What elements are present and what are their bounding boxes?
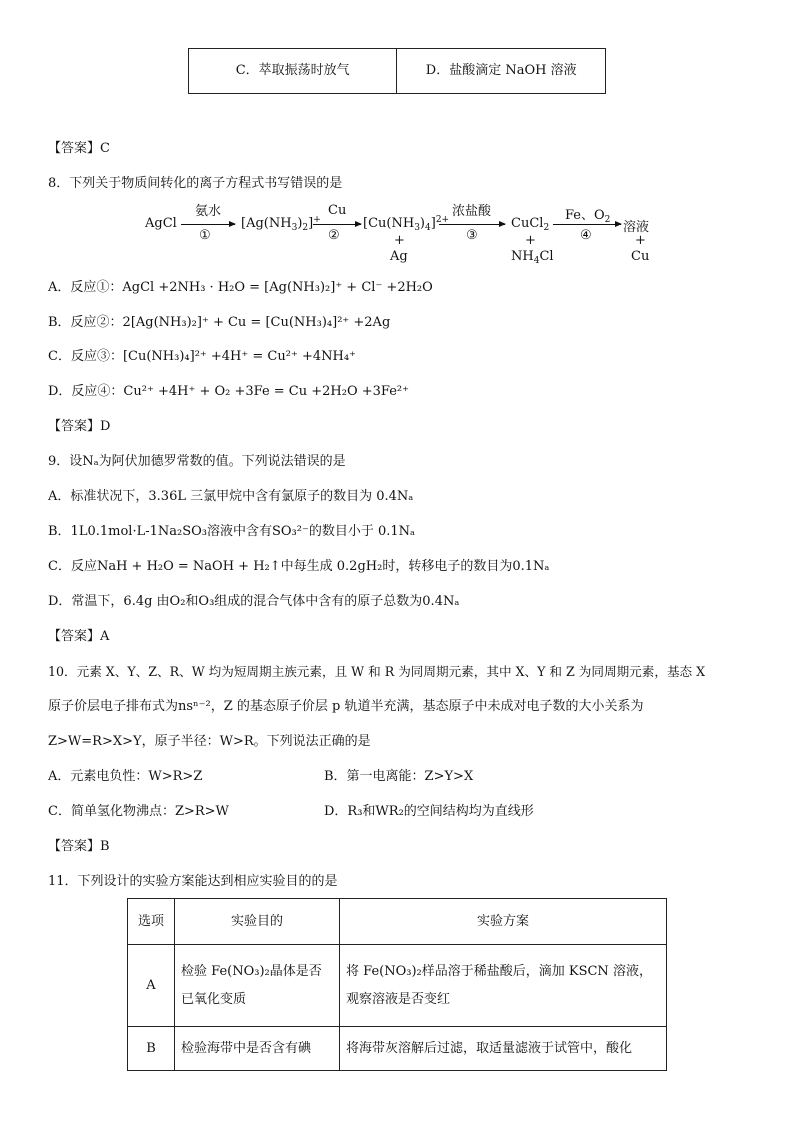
row-a-plan: 将 Fe(NO₃)₂样品溶于稀盐酸后，滴加 KSCN 溶液， 观察溶液是否变红 xyxy=(340,945,667,1027)
chain-arrow-1 xyxy=(181,224,235,225)
chain-agcl: AgCl xyxy=(145,216,177,231)
chain-arrow-3 xyxy=(439,224,505,225)
header-goal: 实验目的 xyxy=(175,899,340,945)
chain-ag-complex: $[Ag(NH_3)_2]^+$ xyxy=(241,215,321,233)
q8-stem: 8．下列关于物质间转化的离子方程式书写错误的是 xyxy=(48,176,343,191)
row-b-plan: 将海带灰溶解后过滤，取适量滤液于试管中，酸化 xyxy=(340,1027,667,1071)
option-d-cell xyxy=(397,49,606,94)
chain-nh4cl: $NH_4Cl$ xyxy=(511,249,554,266)
q9-answer-line xyxy=(48,628,109,646)
chain-step-4: ④ xyxy=(580,228,592,243)
chain-step-1: ① xyxy=(199,228,211,243)
q8-option-c: C．反应③：[Cu(NH₃)₄]²⁺ +4H⁺ = Cu²⁺ +4NH₄⁺ xyxy=(48,349,356,364)
q8-answer: D xyxy=(100,419,111,434)
q10-stem-line-2: 原子价层电子排布式为nsⁿ⁻²，Z 的基态原子价层 p 轨道半充满，基态原子中未成对电子数的大小关系为 xyxy=(48,699,644,714)
chain-reagent-4: Fe、$O_2$ xyxy=(565,208,611,225)
q8-reaction-chain xyxy=(145,200,665,270)
chain-arrow-4 xyxy=(553,224,621,225)
q9-answer: A xyxy=(100,629,110,644)
q10-option-b: B．第一电离能：Z>Y>X xyxy=(324,769,474,784)
q9-option-b: B．1L0.1mol·L-1Na₂SO₃溶液中含有SO₃²⁻的数目小于 0.1Nₐ xyxy=(48,524,416,539)
q9-option-a: A．标准状况下，3.36L 三氯甲烷中含有氯原子的数目为 0.4Nₐ xyxy=(48,489,414,504)
option-c-cell xyxy=(189,49,397,94)
q10-answer: B xyxy=(100,839,110,854)
chain-step-2: ② xyxy=(328,228,340,243)
chain-ag: Ag xyxy=(390,249,408,264)
q11-table xyxy=(127,898,667,1071)
chain-cu: Cu xyxy=(631,249,650,264)
q8-answer-line xyxy=(48,418,110,436)
chain-arrow-2 xyxy=(313,224,361,225)
chain-plus-3: + xyxy=(635,233,646,248)
q9-option-d: D．常温下，6.4g 由O₂和O₃组成的混合气体中含有的原子总数为0.4Nₐ xyxy=(48,594,460,609)
chain-reagent-2: Cu xyxy=(328,203,347,218)
option-d-text: D．盐酸滴定 NaOH 溶液 xyxy=(425,63,577,78)
row-b-goal: 检验海带中是否含有碘 xyxy=(175,1027,340,1071)
q10-option-d: D．R₃和WR₂的空间结构均为直线形 xyxy=(324,804,534,819)
q10-stem-line-1: 10．元素 X、Y、Z、R、W 均为短周期主族元素，且 W 和 R 为同周期元素，其中 X、Y 和 Z 为同周期元素，基态 X xyxy=(48,664,706,679)
row-a-goal: 检验 Fe(NO₃)₂晶体是否 已氧化变质 xyxy=(175,945,340,1027)
chain-solution: 溶液 xyxy=(623,220,650,235)
q10-option-a: A．元素电负性：W>R>Z xyxy=(48,769,203,784)
q8-option-b: B．反应②：2[Ag(NH₃)₂]⁺ + Cu = [Cu(NH₃)₄]²⁺ +2Ag xyxy=(48,315,391,330)
chain-cu-complex: $[Cu(NH_3)_4]^{2+}$ xyxy=(363,215,450,233)
row-b-option: B xyxy=(128,1027,175,1071)
q9-option-c: C．反应NaH + H₂O = NaOH + H₂↑中每生成 0.2gH₂时，转移电子的数目为0.1Nₐ xyxy=(48,559,550,574)
chain-cucl2: CuCl$_2$ xyxy=(511,216,550,233)
answer-label: 【答案】 xyxy=(48,629,101,644)
q7-answer: C xyxy=(100,141,110,156)
answer-label: 【答案】 xyxy=(48,419,101,434)
q10-stem-line-3: Z>W=R>X>Y，原子半径：W>R。下列说法正确的是 xyxy=(48,734,371,749)
chain-reagent-3: 浓盐酸 xyxy=(452,204,492,219)
q11-stem: 11．下列设计的实验方案能达到相应实验目的的是 xyxy=(48,874,338,889)
q8-option-a: A．反应①：AgCl +2NH₃ · H₂O = [Ag(NH₃)₂]⁺ + Cl⁻ +2H₂O xyxy=(48,280,433,295)
header-option: 选项 xyxy=(128,899,175,945)
q10-answer-line xyxy=(48,838,110,856)
top-options-table xyxy=(188,48,606,94)
chain-step-3: ③ xyxy=(466,228,478,243)
option-c-text: C．萃取振荡时放气 xyxy=(235,63,350,78)
header-plan: 实验方案 xyxy=(340,899,667,945)
answer-label: 【答案】 xyxy=(48,141,101,156)
chain-plus-2: + xyxy=(525,233,536,248)
answer-label: 【答案】 xyxy=(48,839,101,854)
q8-option-d: D．反应④：Cu²⁺ +4H⁺ + O₂ +3Fe = Cu +2H₂O +3Fe²⁺ xyxy=(48,384,409,399)
chain-plus-1: + xyxy=(394,233,405,248)
row-a-option: A xyxy=(128,945,175,1027)
q9-stem: 9．设Nₐ为阿伏加德罗常数的值。下列说法错误的是 xyxy=(48,454,346,469)
q7-answer-line xyxy=(48,140,110,158)
q10-option-c: C．简单氢化物沸点：Z>R>W xyxy=(48,804,229,819)
chain-reagent-1: 氨水 xyxy=(195,204,222,219)
